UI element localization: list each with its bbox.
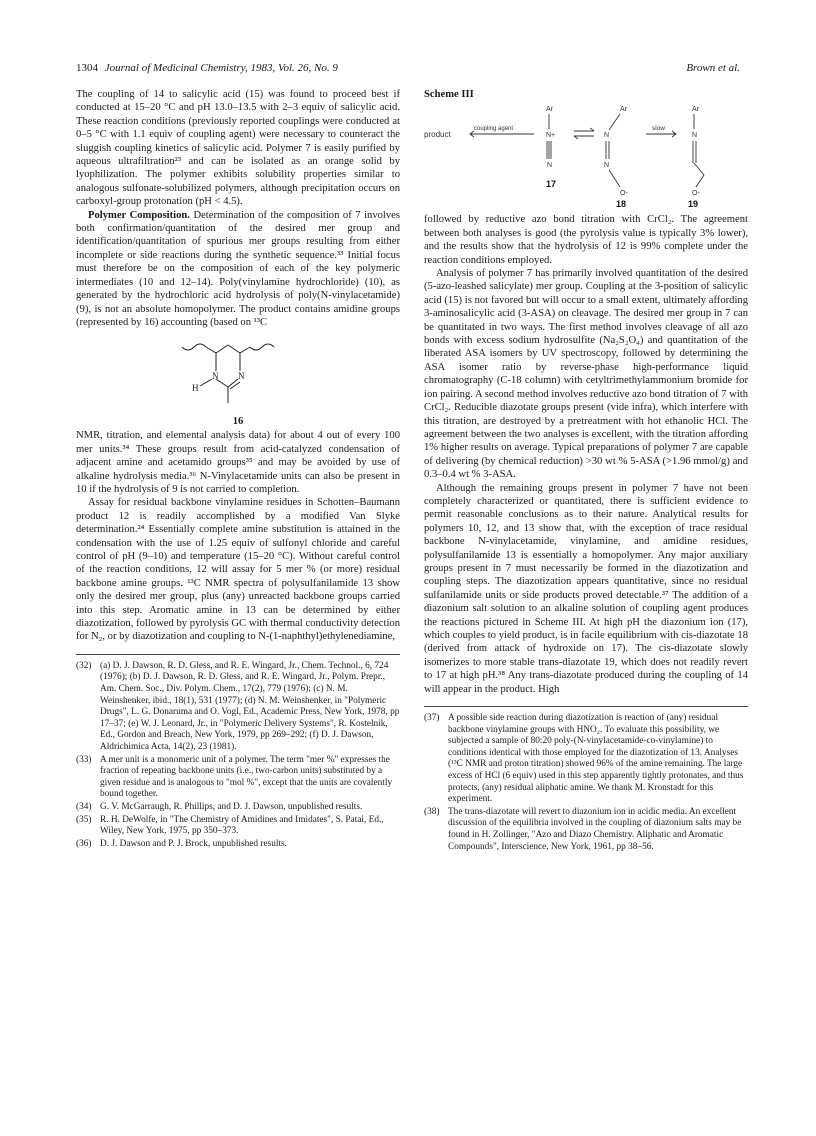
scheme-n-17: N: [547, 162, 553, 170]
footnote: (37) A possible side reaction during diazotization is reaction of (any) residual backbone vinylamine groups with HNO₂. To evaluate this possibility, we subjected a sample of 80:20 poly-(N-vinylacetamide-co-vinylamine) to conditions identical with those employed for the diazotization of 13. Analyses (¹³C NMR and proton titration) showed 96% of the amine remaining. The large excess of HCl (6 equiv) used in this step apparently tightly protonates, and thus protects, (any) residual aliphatic amine. We thank M. Kronstadt for this experiment.: [424, 713, 744, 805]
scheme-n-plus-17: N+: [546, 132, 556, 140]
scheme-label-18: 18: [616, 199, 627, 208]
journal-citation: Journal of Medicinal Chemistry, 1983, Vol. 26, No. 9: [104, 62, 338, 74]
scheme-ar-18: Ar: [620, 106, 627, 114]
left-paragraph-4: Assay for residual backbone vinylamine residues in Schotten–Baumann product 12 is readily accomplished by a modified Van Slyke determination.²⁴ Essentially complete amine substitution is attained in the condensation with the use of 1.25 equiv of sulfonyl chloride and careful control of pH (9–10) and temperature (15–20 °C). Without careful control of the reaction conditions, 12 will assay for 5 mer % (or more) residual backbone amine groups. ¹³C NMR spectra of polysulfanilamide 13 show only the desired mer group, plus (any) unreacted backbone groups carried into this step. Aromatic amine in 13 can be determined by either diazotization, followed by pyrolysis GC with thermal conductivity detection for N₂, or by diazotization and coupling to N-(1-naphthyl)ethylenediamine,: [76, 497, 400, 643]
scheme-o-19: O-: [692, 190, 700, 198]
structure-16: [76, 329, 400, 429]
scheme-product: product: [424, 130, 451, 140]
running-head-left: [76, 62, 338, 74]
scheme-label-17: 17: [546, 179, 557, 190]
atom-n1: N: [212, 371, 219, 382]
scheme-n-19a: N: [692, 132, 698, 140]
left-column: [76, 88, 400, 851]
scheme-label-19: 19: [688, 199, 699, 208]
footnote-rule-left: [76, 654, 400, 655]
right-paragraph-2: Analysis of polymer 7 has primarily involved quantitation of the desired (5-azo-leashed salicylate) mer group. Coupling at the 3-position of salicylic acid (15) is not favored but will occur to a small extent, ultimately affording 3-aminosalicylic acid (3-ASA) on cleavage. The desired mer group in 7 can be quantitated in two ways. The first method involves cleavage of all azo bonds with excess sodium hydrosulfite (Na₂S₂O₄) and quantitation of the liberated ASA isomers by UV spectroscopy, followed by determining the ASA isomer ratio by reverse-phase high-performance liquid chromatography (C-18 column) with cetyltrimethylammonium bromide for ion pairing. A second method involves reductive azo bond titration of 7 with CrCl₂. Reducible diazotate groups present (vide infra), which interfere with this titration, are destroyed by a pretreatment with hot ethanolic HCl. The agreement between the two analyses is excellent, with the titration affording 1% higher results on average. Typical preparations of polymer 7 are capable of delivering (by chemical reduction) >30 wt % 5-ASA (>1.96 mmol/g) and 0.3–0.4 wt % 3-ASA.: [424, 268, 748, 481]
running-head: [76, 62, 740, 78]
scheme-coupling-agent: coupling agent: [474, 126, 514, 133]
footnotes-left: [76, 661, 400, 851]
scheme-iii-drawing: [424, 103, 748, 207]
left-paragraph-3: NMR, titration, and elemental analysis data) for about 4 out of every 100 mer units.³⁴ These groups result from acid-catalyzed condensation of adjacent amine and acetamido groups³⁵ and may be avoided by use of alkaline hydrolysis media.³⁶ N-Vinylacetamide units can also be present in 10 if the hydrolysis of 9 is not carried to completion.: [76, 430, 400, 495]
scheme-label: Scheme III: [424, 89, 474, 100]
footnote: (36) D. J. Dawson and P. J. Brock, unpublished results.: [76, 838, 287, 849]
atom-n2: N: [238, 371, 245, 382]
scheme-o-18: O-: [620, 190, 628, 198]
scheme-slow: slow: [652, 125, 666, 133]
right-paragraph-3: Although the remaining groups present in polymer 7 have not been completely characterized or quantitated, there is sufficient evidence to permit reasonable conclusions as to their nature. Analytical results for polymers 10, 12, and 13 show that, with the exception of trace residual backbone N-vinylacetamide, vinylamine, and amidine residues, polysulfanilamide 13 is essentially a homopolymer. Any major auxiliary groups present in 7 must necessarily be formed in the diazotization and coupling steps. The diazotization appears quantitative, since no residual sulfanilamide units or side products proved detectable.³⁷ The addition of a diazonium salt solution to an alkaline solution of coupling agent produces the reactions pictured in Scheme III. At high pH the diazonium ion (17), which couples to yield product, is in facile equilibrium with cis-diazotate 18 (derived from attack of hydroxide on 17). The cis-diazotate slowly isomerizes to more stable trans-diazotate 19, which does not readily revert to 17 at high pH.³⁸ Any trans-diazotate produced during the coupling of 14 will appear in the product. High: [424, 482, 748, 695]
footnote: (38) The trans-diazotate will revert to diazonium ion in acidic media. An excellent discussion of the equilibria involved in the coupling of diazonium salts may be found in H. Zollinger, "Azo and Diazo Chemistry. Aliphatic and Aromatic Compounds", Interscience, New York, 1961, pp 38–56.: [424, 806, 742, 852]
left-paragraph-2-body: Determination of the composition of 7 involves both confirmation/quantitation of the desired mer group and identification/quantitation of spurious mer groups resulting from either incomplete or side reactions during the synthetic sequence.³³ Initial focus must therefore be on the composition of each of the key polymeric intermediates (10 and 12–14). Poly(vinylamine hydrochloride) (10), as generated by the hydrochloric acid hydrolysis of poly(N-vinylacetamide) (9), is not an absolute homopolymer. The product contains amidine groups (represented by 16) accounting (based on ¹³C: [76, 209, 400, 328]
scheme-ar-17: Ar: [546, 106, 553, 114]
right-column: [424, 88, 748, 854]
scheme-iii: [424, 103, 748, 207]
scheme-ar-19: Ar: [692, 106, 699, 114]
scheme-n-18b: N: [604, 162, 610, 170]
footnote: (33) A mer unit is a monomeric unit of a polymer. The term "mer %" expresses the fraction of repeating backbone units (i.e., two-carbon units) substituted by a given residue and is analogous to "mol %", except that the units are covalently bound together.: [76, 754, 393, 800]
left-paragraph-1: The coupling of 14 to salicylic acid (15) was found to proceed best if conducted at 15–20 °C and pH 13.0–13.5 with 2–3 equiv of salicylic acid. These reaction conditions (previously reported couplings were conducted at 0–5 °C with 1.1 equiv of coupling agent) were necessary to counteract the sluggish coupling kinetics of salicylic acid. Polymer 7 is easily purified by aqueous ultrafiltration²³ and can be isolated as an orange solid by lyophilization. The polymer exhibits solubility properties similar to analogous sulfonate-solubilized polymers, although precipitation occurs on carboxyl-group protonation (pH < 4.5).: [76, 89, 400, 208]
section-heading-polymer-composition: Polymer Composition.: [88, 209, 190, 221]
amidine-ring-drawing: [166, 331, 296, 415]
atom-h: H: [192, 383, 199, 394]
page-number: 1304: [76, 62, 98, 74]
footnote: (35) R. H. DeWolfe, in "The Chemistry of Amidines and Imidates", S. Patai, Ed., Wiley, New York, 1975, pp 350–373.: [76, 814, 384, 837]
footnote: (32) (a) D. J. Dawson, R. D. Gless, and R. E. Wingard, Jr., Chem. Technol., 6, 724 (1976); (b) D. J. Dawson, R. D. Gless, and R. E. Wingard, Jr., Polym. Prepr., Am. Chem. Soc., Div. Polym. Chem., 17(2), 779 (1976); (c) N. M. Weinshenker, ibid., 18(1), 531 (1977); (d) N. M. Weinshenker, in "Polymeric Drugs", L. G. Donaruma and O. Vogl, Ed., Academic Press, New York, 1978, pp 17–37; (e) W. J. Leonard, Jr., in "Polymeric Delivery Systems", R. Kostelnik, Ed., Gordon and Breach, New York, 1979, pp 269–292; (f) D. J. Dawson, Aldrichimica Acta, 14(2), 23 (1981).: [76, 660, 400, 752]
footnotes-right: [424, 713, 748, 853]
running-head-authors: Brown et al.: [686, 62, 740, 74]
footnote: (34) G. V. McGarraugh, R. Phillips, and D. J. Dawson, unpublished results.: [76, 801, 363, 812]
compound-label-16: 16: [232, 416, 244, 428]
scheme-n-18a: N: [604, 132, 610, 140]
footnote-rule-right: [424, 706, 748, 707]
right-paragraph-1: followed by reductive azo bond titration with CrCl₂. The agreement between both analyses is good (the pyrolysis value is typically 3% lower), and the results show that the hydrolysis of 12 is 99% complete under the reaction conditions employed.: [424, 214, 748, 266]
left-paragraph-2: [76, 209, 400, 330]
